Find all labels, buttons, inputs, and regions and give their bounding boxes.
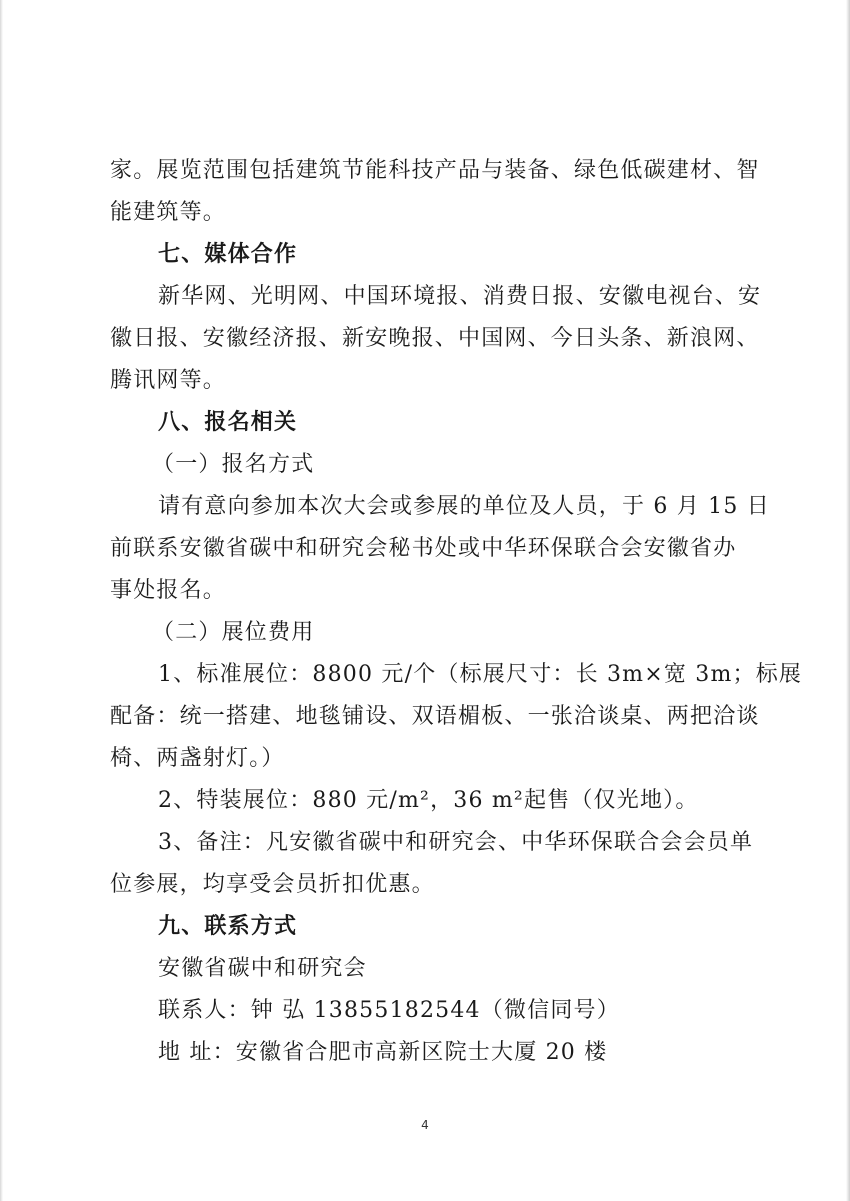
paragraph-line: 配备：统一搭建、地毯铺设、双语楣板、一张洽谈桌、两把洽谈 [110,704,760,729]
subsection-heading-fees: （二）展位费用 [152,620,315,645]
paragraph-line: 能建筑等。 [110,200,227,225]
page-number: 4 [421,1118,429,1132]
section-heading-media: 七、媒体合作 [158,242,298,267]
paragraph-line: 腾讯网等。 [110,368,227,393]
paragraph-line: 家。展览范围包括建筑节能科技产品与装备、绿色低碳建材、智 [110,158,760,183]
scan-edge-left [0,0,3,1201]
section-heading-contact: 九、联系方式 [158,914,298,939]
scan-edge-right [846,0,850,1201]
paragraph-line: 事处报名。 [110,578,227,603]
paragraph-line: 请有意向参加本次大会或参展的单位及人员，于 6 月 15 日 [158,494,770,519]
paragraph-line: 1、标准展位：8800 元/个（标展尺寸：长 3m×宽 3m；标展 [158,662,803,687]
paragraph-line: 前联系安徽省碳中和研究会秘书处或中华环保联合会安徽省办 [110,536,737,561]
paragraph-line: 2、特装展位：880 元/m²，36 m²起售（仅光地）。 [158,788,699,813]
paragraph-line: 徽日报、安徽经济报、新安晚报、中国网、今日头条、新浪网、 [110,326,760,351]
subsection-heading-method: （一）报名方式 [152,452,315,477]
contact-person: 联系人：钟 弘 13855182544（微信同号） [158,998,620,1023]
document-body [110,150,803,1074]
contact-address: 地 址：安徽省合肥市高新区院士大厦 20 楼 [158,1040,608,1065]
paragraph-line: 3、备注：凡安徽省碳中和研究会、中华环保联合会会员单 [158,830,754,855]
paragraph-line: 位参展，均享受会员折扣优惠。 [110,872,435,897]
paragraph-line: 新华网、光明网、中国环境报、消费日报、安徽电视台、安 [158,284,762,309]
contact-organization: 安徽省碳中和研究会 [158,956,367,981]
section-heading-registration: 八、报名相关 [158,410,298,435]
paragraph-line: 椅、两盏射灯。） [110,746,285,771]
